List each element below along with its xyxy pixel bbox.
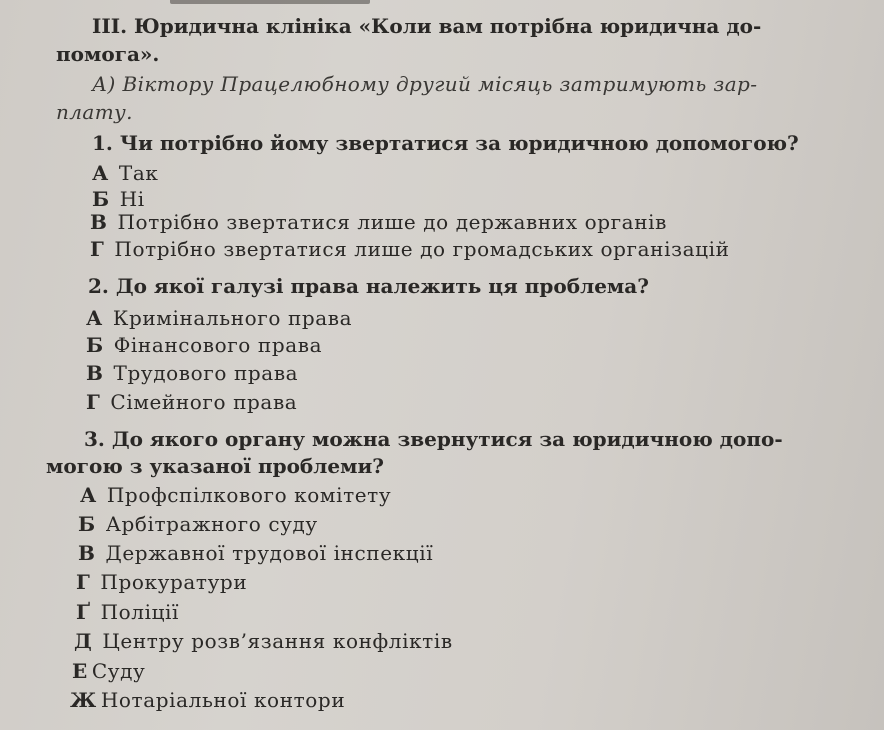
option-text: Ні [119,187,145,211]
question-3-line1: 3. До якого органу можна звернутися за юридичною допо- [84,427,783,451]
q3-option-f [74,631,453,651]
q1-option-b [92,189,145,209]
option-letter: Г [86,390,101,414]
option-letter: В [90,210,108,234]
q1-option-d [90,239,730,259]
q2-option-c [86,363,298,383]
q2-option-d [86,392,297,412]
option-letter: Д [74,629,93,653]
option-text: Прокуратури [100,570,248,594]
option-text: Арбітражного суду [105,512,318,536]
option-letter: Ґ [76,600,91,624]
previous-line-fragment [170,0,370,4]
option-letter: В [86,361,104,385]
question-2: 2. До якої галузі права належить ця проблема? [88,274,649,298]
option-text: Профспілкового комітету [106,483,392,507]
q3-option-d [76,572,247,592]
q1-option-c [90,212,667,232]
scenario-line2: плату. [56,100,133,124]
scenario-line1: А) Віктору Працелюбному другий місяць затримують зар- [92,72,758,96]
q3-option-e [76,602,179,622]
option-text: Суду [91,659,146,683]
option-letter: Г [76,570,91,594]
option-letter: Ж [70,688,97,712]
option-text: Потрібно звертатися лише до державних органів [117,210,667,234]
option-text: Нотаріальної контори [100,688,346,712]
option-text: Сімейного права [110,390,298,414]
q2-option-a [86,308,352,328]
option-text: Центру розв’язання конфліктів [102,629,453,653]
question-1: 1. Чи потрібно йому звертатися за юридичною допомогою? [92,131,799,155]
option-text: Кримінального права [112,306,353,330]
section-title-line1: III. Юридична клініка «Коли вам потрібна юридична до- [92,14,762,38]
option-text: Потрібно звертатися лише до громадських організацій [114,237,730,261]
option-letter: А [92,161,109,185]
option-letter: Е [72,659,88,683]
option-text: Трудового права [113,361,299,385]
option-letter: Г [90,237,105,261]
question-3-line2: могою з указаної проблеми? [46,454,385,478]
section-title-line2: помога». [56,42,160,66]
option-text: Поліції [100,600,180,624]
option-text: Так [118,161,159,185]
option-text: Державної трудової інспекції [105,541,434,565]
option-letter: В [78,541,96,565]
q3-option-b [78,514,318,534]
option-letter: Б [78,512,96,536]
q3-option-c [78,543,433,563]
q3-option-a [80,485,391,505]
q2-option-b [86,335,322,355]
option-letter: Б [86,333,104,357]
q3-option-g [72,661,145,681]
q1-option-a [92,163,158,183]
option-letter: Б [92,187,110,211]
option-letter: А [86,306,103,330]
q3-option-h [70,690,345,710]
option-text: Фінансового права [113,333,323,357]
option-letter: А [80,483,97,507]
